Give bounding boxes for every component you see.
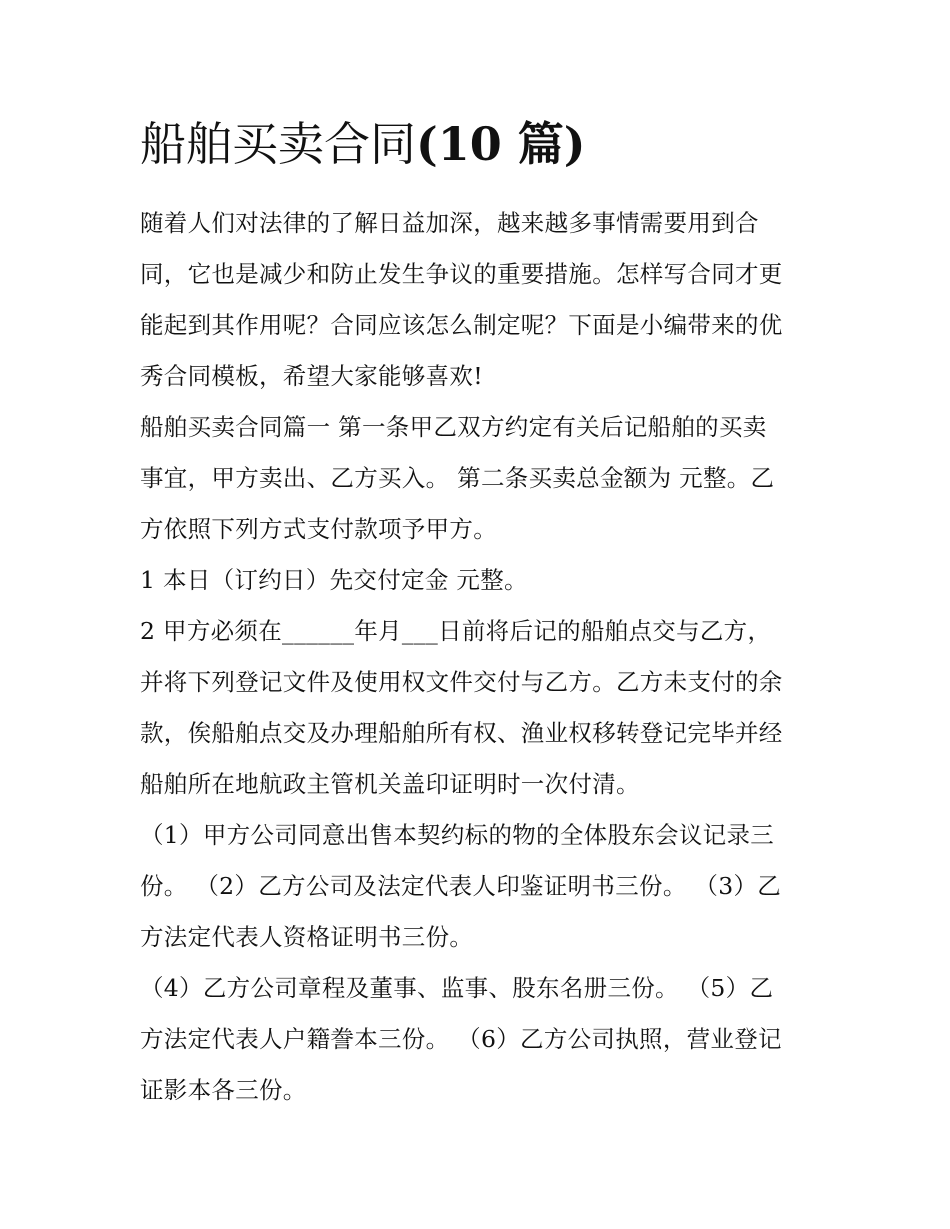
text-line: 并将下列登记文件及使用权文件交付与乙方。乙方未支付的余 xyxy=(140,668,783,696)
text-line: 份。 （2）乙方公司及法定代表人印鉴证明书三份。 （3）乙 xyxy=(140,872,782,900)
article-paragraph xyxy=(140,402,820,555)
document-list-2 xyxy=(140,963,820,1116)
text-line: （1）甲方公司同意出售本契约标的物的全体股东会议记录三 xyxy=(140,821,775,849)
text-line: 方法定代表人资格证明书三份。 xyxy=(140,923,474,951)
text-line: 款，俟船舶点交及办理船舶所有权、渔业权移转登记完毕并经 xyxy=(140,719,783,747)
payment-item-1 xyxy=(140,555,820,606)
text-line: 秀合同模板，希望大家能够喜欢! xyxy=(140,362,483,390)
payment-item-2 xyxy=(140,606,820,810)
text-line: 能起到其作用呢？合同应该怎么制定呢？下面是小编带来的优 xyxy=(140,311,783,339)
text-line: 证影本各三份。 xyxy=(140,1076,307,1104)
intro-paragraph xyxy=(140,198,820,402)
text-line: （4）乙方公司章程及董事、监事、股东名册三份。 （5）乙 xyxy=(140,974,774,1002)
text-line: 2 甲方必须在______年月___日前将后记的船舶点交与乙方， xyxy=(140,617,772,645)
title-text: 船舶买卖合同 xyxy=(140,117,416,171)
text-line: 事宜，甲方卖出、乙方买入。 第二条买卖总金额为 元整。乙 xyxy=(140,464,775,492)
document-list-1 xyxy=(140,810,820,963)
document-body xyxy=(140,198,820,1116)
title-count: (10 篇) xyxy=(416,117,586,171)
document-title xyxy=(140,112,840,176)
text-line: 随着人们对法律的了解日益加深，越来越多事情需要用到合 xyxy=(140,209,759,237)
text-line: 方法定代表人户籍誊本三份。 （6）乙方公司执照，营业登记 xyxy=(140,1025,782,1053)
text-line: 同，它也是减少和防止发生争议的重要措施。怎样写合同才更 xyxy=(140,260,783,288)
text-line: 方依照下列方式支付款项予甲方。 xyxy=(140,515,497,543)
text-line: 1 本日（订约日）先交付定金 元整。 xyxy=(140,566,528,594)
text-line: 船舶所在地航政主管机关盖印证明时一次付清。 xyxy=(140,770,640,798)
text-line: 船舶买卖合同篇一 第一条甲乙双方约定有关后记船舶的买卖 xyxy=(140,413,767,441)
